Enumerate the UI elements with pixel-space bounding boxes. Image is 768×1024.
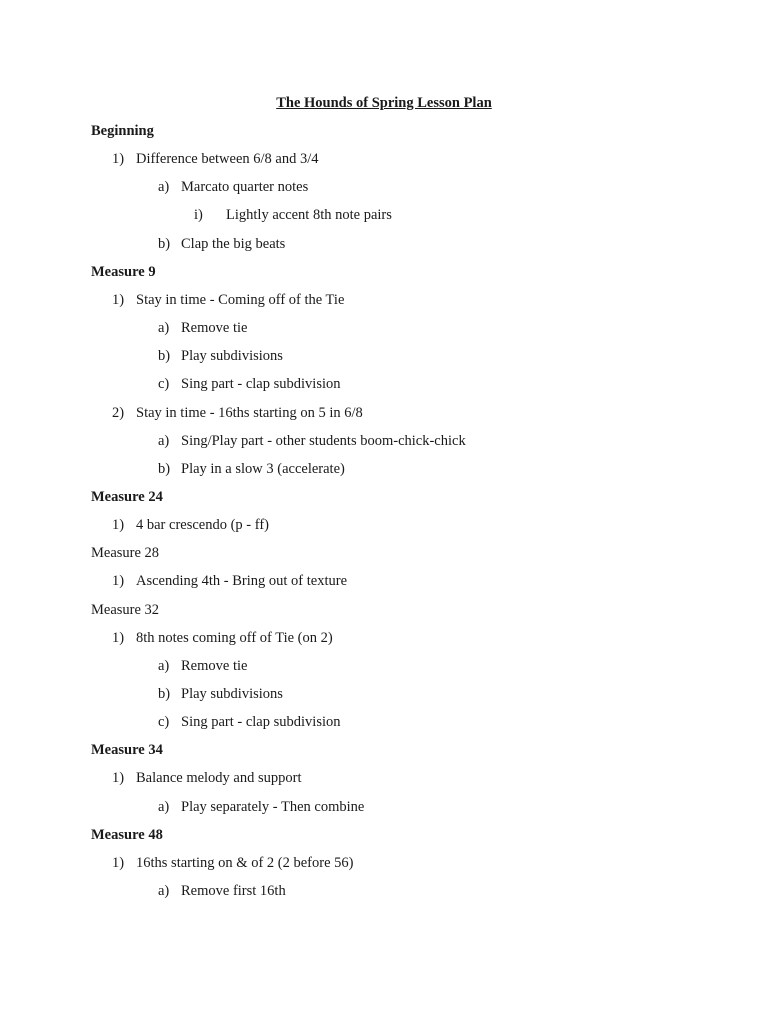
section-heading: Measure 28 — [91, 545, 160, 561]
list-marker: a) — [158, 799, 170, 815]
list-item-text: 4 bar crescendo (p - ff) — [136, 517, 269, 533]
section-heading: Beginning — [91, 123, 154, 139]
list-item-text: Lightly accent 8th note pairs — [226, 207, 392, 223]
list-marker: 1) — [112, 517, 125, 533]
list-item-text: Balance melody and support — [136, 770, 302, 786]
list-marker: b) — [158, 461, 171, 477]
list-marker: 1) — [112, 855, 125, 871]
list-item-text: Play subdivisions — [181, 686, 283, 702]
list-item-text: 8th notes coming off of Tie (on 2) — [136, 630, 333, 646]
list-marker: c) — [158, 376, 170, 392]
list-item-text: Ascending 4th - Bring out of texture — [136, 573, 348, 589]
list-item-text: Remove first 16th — [181, 883, 286, 899]
list-item-text: 16ths starting on & of 2 (2 before 56) — [136, 855, 354, 871]
section-heading: Measure 9 — [91, 264, 156, 280]
list-item-text: Sing/Play part - other students boom-chick-chick — [181, 433, 466, 449]
list-marker: 1) — [112, 151, 125, 167]
list-marker: 1) — [112, 630, 125, 646]
list-marker: b) — [158, 348, 171, 364]
list-item-text: Play in a slow 3 (accelerate) — [181, 461, 345, 477]
list-item-text: Clap the big beats — [181, 236, 286, 252]
list-marker: a) — [158, 658, 170, 674]
list-marker: 1) — [112, 292, 125, 308]
list-item-text: Play subdivisions — [181, 348, 283, 364]
list-marker: a) — [158, 179, 170, 195]
section-heading: Measure 34 — [91, 742, 163, 758]
list-item-text: Difference between 6/8 and 3/4 — [136, 151, 319, 167]
section-heading: Measure 32 — [91, 602, 160, 618]
document-title: The Hounds of Spring Lesson Plan — [276, 95, 492, 111]
list-item-text: Sing part - clap subdivision — [181, 376, 341, 392]
list-item-text: Stay in time - 16ths starting on 5 in 6/8 — [136, 405, 363, 421]
list-marker: a) — [158, 883, 170, 899]
section-heading: Measure 24 — [91, 489, 163, 505]
list-marker: 2) — [112, 405, 125, 421]
list-marker: a) — [158, 320, 170, 336]
list-item-text: Stay in time - Coming off of the Tie — [136, 292, 345, 308]
list-marker: b) — [158, 236, 171, 252]
list-marker: b) — [158, 686, 171, 702]
list-marker: 1) — [112, 573, 125, 589]
list-item-text: Play separately - Then combine — [181, 799, 365, 815]
list-item-text: Remove tie — [181, 658, 248, 674]
section-heading: Measure 48 — [91, 827, 163, 843]
list-item-text: Sing part - clap subdivision — [181, 714, 341, 730]
list-marker: a) — [158, 433, 170, 449]
list-item-text: Remove tie — [181, 320, 248, 336]
list-item-text: Marcato quarter notes — [181, 179, 309, 195]
list-marker: i) — [194, 207, 203, 223]
list-marker: 1) — [112, 770, 125, 786]
list-marker: c) — [158, 714, 170, 730]
